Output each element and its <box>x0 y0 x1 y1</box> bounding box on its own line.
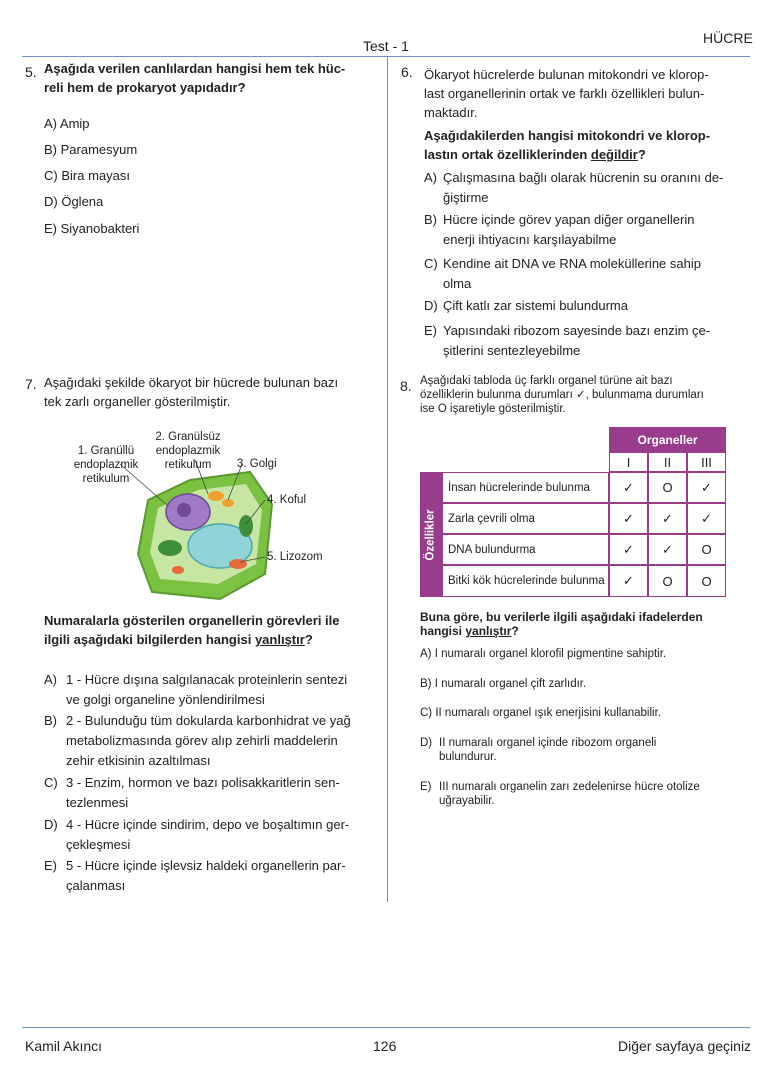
table-cell: ✓ <box>609 534 648 565</box>
question-intro: Aşağıdaki şekilde ökaryot bir hücrede bulunan bazı tek zarlı organeller gösterilmiştir. <box>44 375 339 409</box>
option-d[interactable]: D) Çift katlı zar sistemi bulundurma <box>424 298 628 313</box>
footer-rule <box>22 1027 750 1028</box>
question-number: 8. <box>400 378 412 394</box>
col-header: I <box>609 452 648 472</box>
table-cell: ✓ <box>609 565 648 597</box>
option-a[interactable]: A) Amip <box>44 116 90 131</box>
side-header: Özellikler <box>420 472 442 597</box>
question-number: 6. <box>401 64 413 80</box>
label-granulsuz-er: 2. Granülsüz endoplazmik retikulum <box>155 431 221 471</box>
table-row-label: DNA bulundurma <box>442 534 609 565</box>
option-a[interactable]: A) 1 - Hücre dışına salgılanacak proteinlerin sentezi ve golgi organeline yönlendirilmesi <box>44 672 348 707</box>
col-header: III <box>687 452 726 472</box>
option-b[interactable]: B) Hücre içinde görev yapan diğer organellerin enerji ihtiyacını karşılayabilme <box>424 212 695 247</box>
option-d[interactable]: D) 4 - Hücre içinde sindirim, depo ve boşaltımın ger- çekleşmesi <box>44 817 350 852</box>
option-e[interactable]: E) Yapısındaki ribozom sayesinde bazı enzim çe- şitlerini sentezleyebilme <box>424 323 711 358</box>
organelle-table <box>420 427 726 597</box>
option-c[interactable]: C) II numaralı organel ışık enerjisini kullanabilir. <box>420 707 661 719</box>
label-koful: 4. Koful <box>267 494 306 506</box>
option-c[interactable]: C) Kendine ait DNA ve RNA moleküllerine sahip olma <box>424 256 701 291</box>
footer-next: Diğer sayfaya geçiniz <box>618 1038 752 1054</box>
option-e[interactable]: E) 5 - Hücre içinde işlevsiz haldeki organellerin par- çalanması <box>44 858 346 893</box>
question-stem: Numaralarla gösterilen organellerin görevleri ile ilgili aşağıdaki bilgilerden hangisi yanlıştır? <box>44 613 340 647</box>
option-b[interactable]: B) Paramesyum <box>44 142 138 157</box>
header-rule <box>22 56 750 57</box>
col-header: II <box>648 452 687 472</box>
option-e[interactable]: E) III numaralı organelin zarı zedelenirse hücre otolize uğrayabilir. <box>420 781 700 807</box>
option-d[interactable]: D) Öglena <box>44 194 104 209</box>
question-intro: Ökaryot hücrelerde bulunan mitokondri ve klorop- last organellerinin ortak ve farklı özellikleri bulun- maktadır. <box>424 67 709 120</box>
table-cell: ✓ <box>609 503 648 534</box>
option-e[interactable]: E) Siyanobakteri <box>44 221 140 236</box>
question-stem: Aşağıdakilerden hangisi mitokondri ve klorop- lastın ortak özelliklerinden değildir? <box>424 128 711 162</box>
label-golgi: 3. Golgi <box>237 458 277 470</box>
option-a[interactable]: A) Çalışmasına bağlı olarak hücrenin su oranını de- ğiştirme <box>424 170 724 205</box>
table-cell: ✓ <box>648 534 687 565</box>
table-cell: ✓ <box>687 472 726 503</box>
option-d[interactable]: D) II numaralı organel içinde ribozom organeli bulundurur. <box>420 737 657 763</box>
option-c[interactable]: C) 3 - Enzim, hormon ve bazı polisakkaritlerin sen- tezlenmesi <box>44 775 340 810</box>
page-number: 126 <box>373 1038 397 1054</box>
footer-author: Kamil Akıncı <box>25 1038 103 1054</box>
question-intro: Aşağıdaki tabloda üç farklı organel türüne ait bazı özelliklerin bulunma durumları ✓, bulunmama durumları ise O işaretiyle gösterilmiştir. <box>420 375 704 415</box>
table-cell: O <box>687 534 726 565</box>
column-divider <box>387 57 388 902</box>
table-cell: O <box>648 565 687 597</box>
question-stem: Buna göre, bu verilerle ilgili aşağıdaki ifadelerden hangisi yanlıştır? <box>420 610 703 638</box>
topic-label: HÜCRE <box>703 30 753 46</box>
question-number: 5. <box>25 64 37 80</box>
table-cell: O <box>687 565 726 597</box>
option-b[interactable]: B) I numaralı organel çift zarlıdır. <box>420 678 587 690</box>
option-a[interactable]: A) I numaralı organel klorofil pigmentine sahiptir. <box>420 648 667 660</box>
question-number: 7. <box>25 376 37 392</box>
table-row-label: Bitki kök hücrelerinde bulunma <box>442 565 609 597</box>
table-title: Organeller <box>609 427 726 452</box>
table-row-label: İnsan hücrelerinde bulunma <box>442 472 609 503</box>
test-label: Test - 1 <box>363 38 409 54</box>
table-cell: O <box>648 472 687 503</box>
table-cell: ✓ <box>648 503 687 534</box>
option-c[interactable]: C) Bira mayası <box>44 168 130 183</box>
question-stem: Aşağıda verilen canlılardan hangisi hem tek hüc- reli hem de prokaryot yapıdadır? <box>44 61 346 95</box>
table-cell: ✓ <box>609 472 648 503</box>
option-b[interactable]: B) 2 - Bulunduğu tüm dokularda karbonhidrat ve yağ metabolizmasında görev alıp zehirli maddelerin zehir etkisinin azaltılması <box>44 713 351 768</box>
label-lizozom: 5. Lizozom <box>267 551 323 563</box>
label-granullu-er: 1. Granüllü endoplazmik retikulum <box>73 445 139 485</box>
table-cell: ✓ <box>687 503 726 534</box>
table-row-label: Zarla çevrili olma <box>442 503 609 534</box>
